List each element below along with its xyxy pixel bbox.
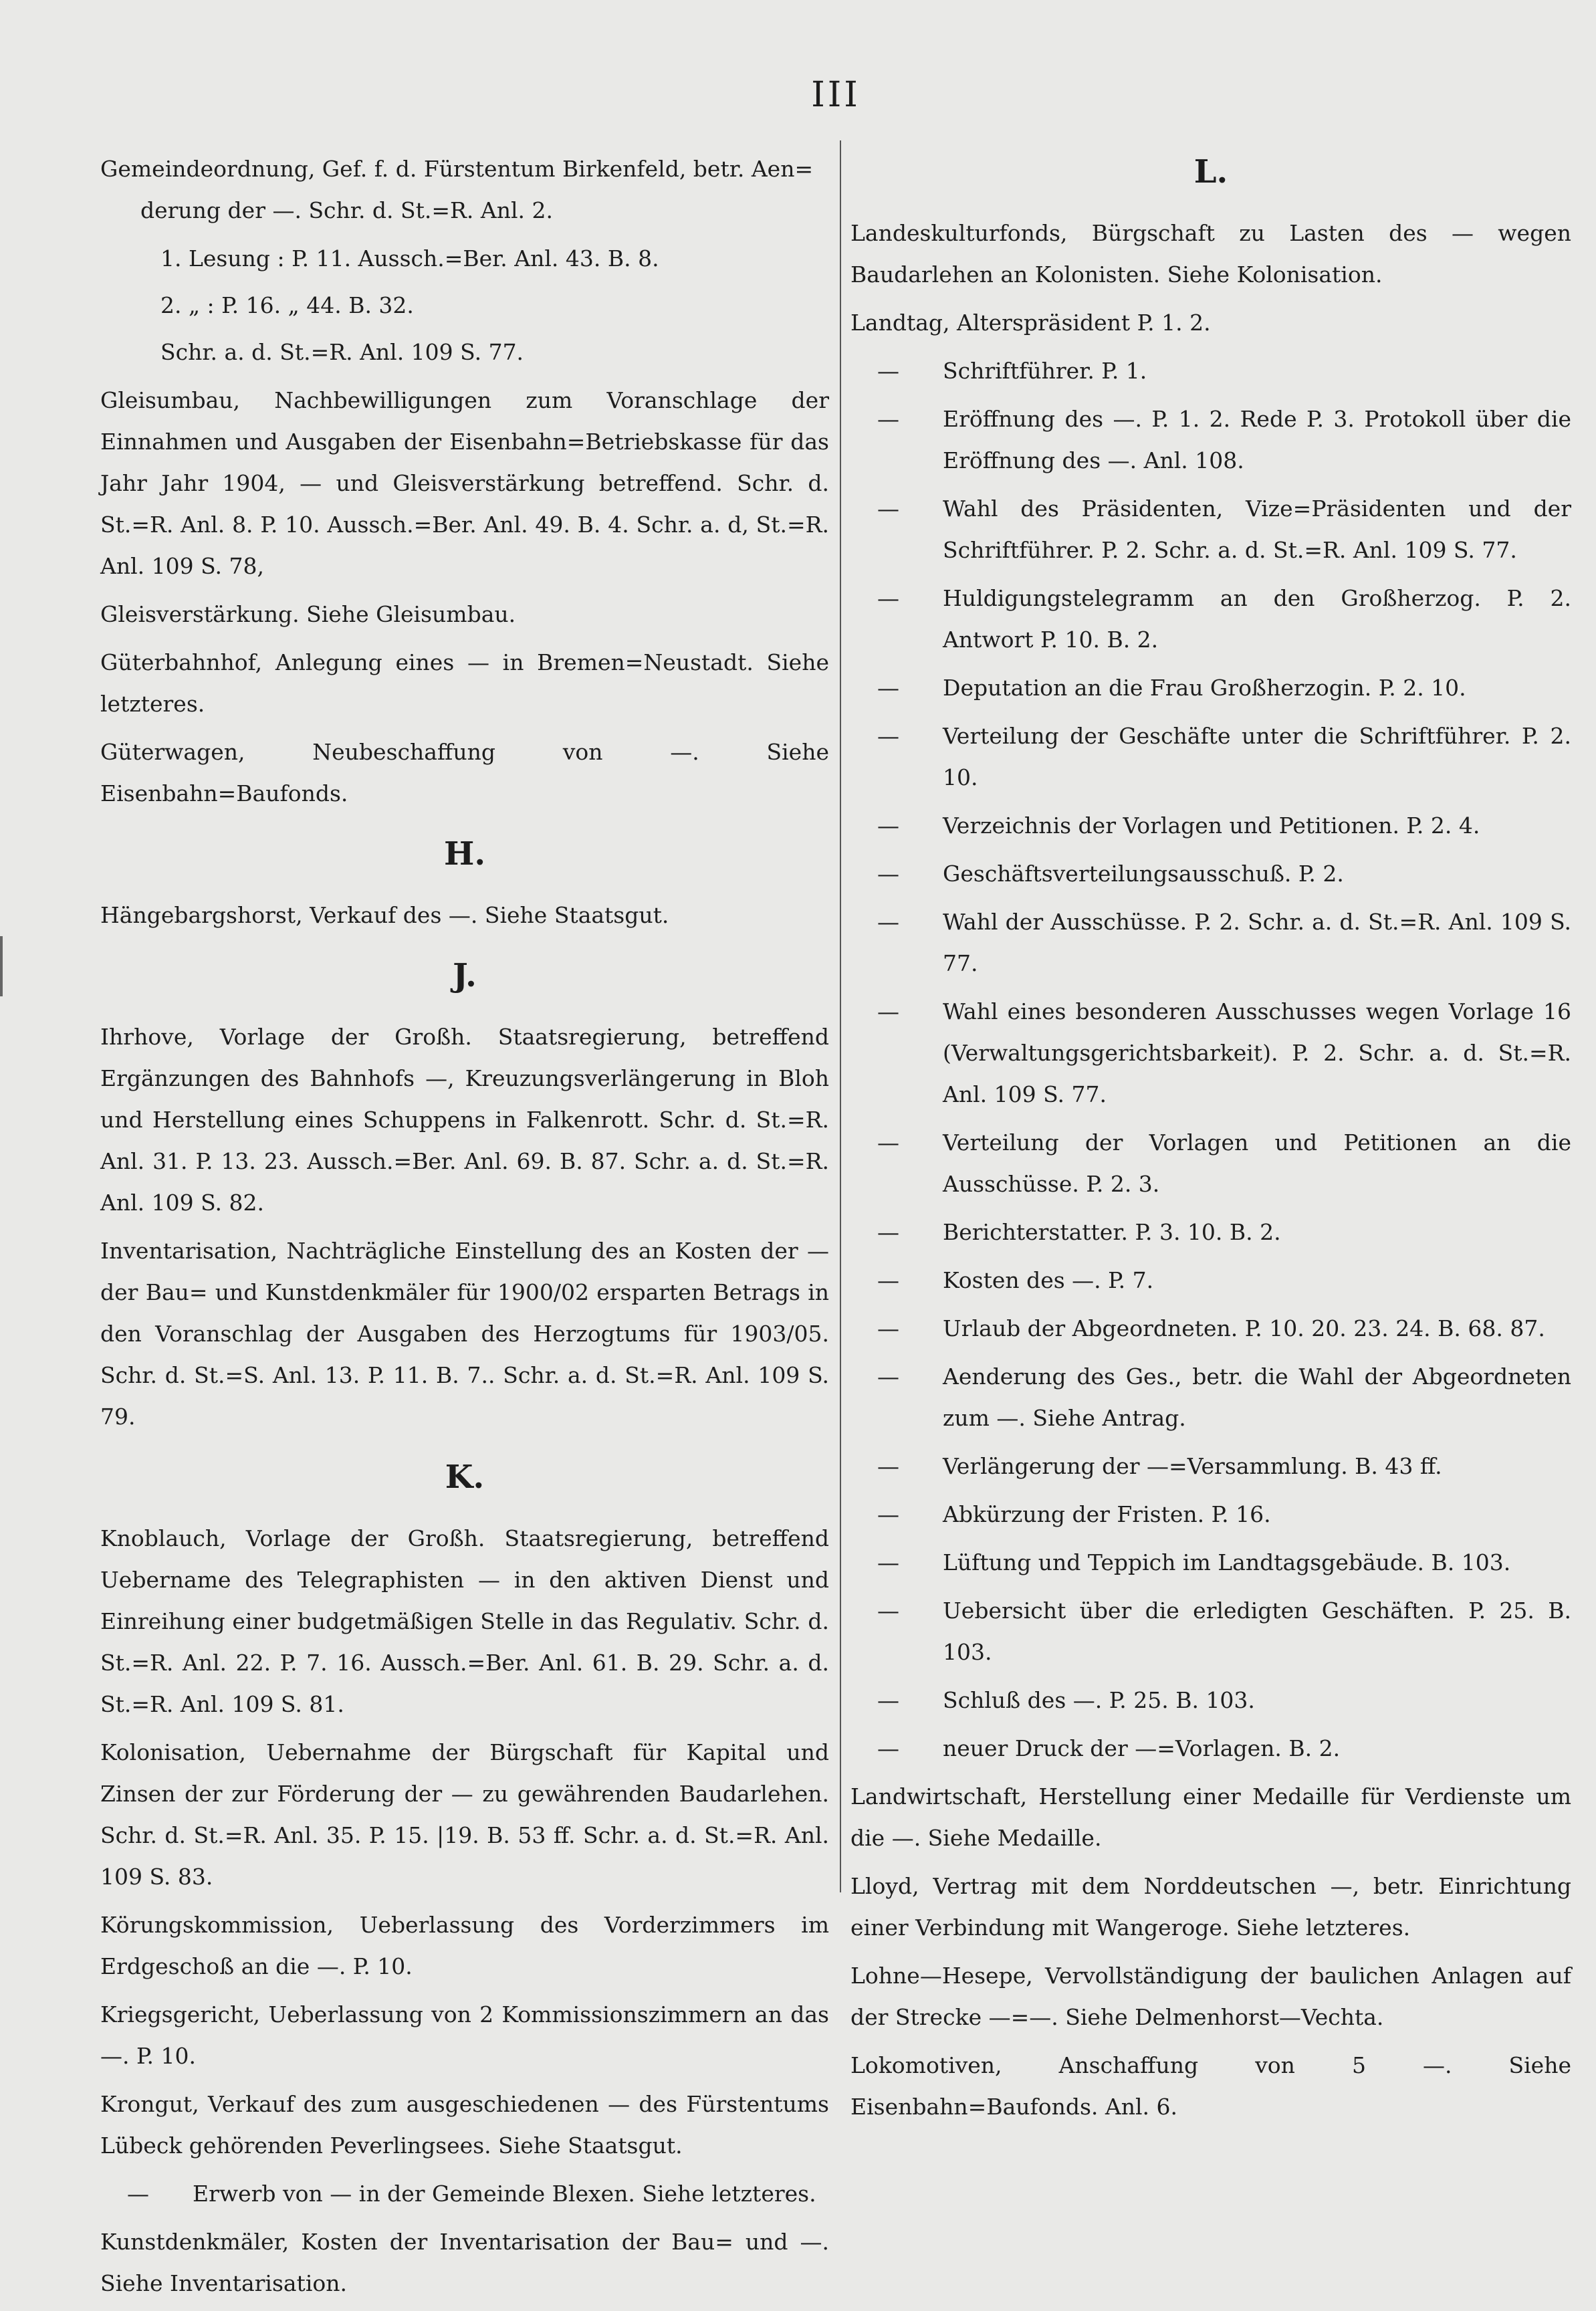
- index-entry-haengebargshorst: Hängebargshorst, Verkauf des —. Siehe Staatsgut.: [100, 902, 669, 928]
- scan-edge-mark: [0, 936, 3, 996]
- left-column: [100, 148, 829, 2311]
- subentry-text: Lüftung und Teppich im Landtagsgebäude. B. 103.: [943, 1549, 1511, 1575]
- landtag-subentry: [850, 1680, 1571, 1721]
- index-entry-landeskulturfonds: Landeskulturfonds, Bürgschaft zu Lasten des — wegen Baudarlehen an Kolonisten. Siehe Kolonisation.: [850, 220, 1571, 288]
- dash-mark: —: [877, 1549, 899, 1575]
- subentry-text: Uebersicht über die erledigten Geschäften. P. 25. B. 103.: [943, 1598, 1571, 1665]
- subentry-text: Huldigungstelegramm an den Großherzog. P. 2. Antwort P. 10. B. 2.: [943, 585, 1571, 653]
- index-entry-kolonisation: Kolonisation, Uebernahme der Bürgschaft für Kapital und Zinsen der zur Förderung der — zu gewährenden Baudarlehen. Schr. d. St.=R. Anl. 35. P. 15. |19. B. 53 ff. Schr. a. d. St.=R. Anl. 109 S. 83.: [100, 1739, 829, 1890]
- landtag-subentry: [850, 716, 1571, 798]
- index-entry-gueterbahnhof: Güterbahnhof, Anlegung eines — in Bremen=Neustadt. Siehe letzteres.: [100, 649, 829, 717]
- index-entry-gemeindeordnung: [100, 148, 829, 231]
- index-entry-lohne-hesepe: Lohne—Hesepe, Vervollständigung der baulichen Anlagen auf der Strecke —=—. Siehe Delmenhorst—Vechta.: [850, 1963, 1571, 2030]
- landtag-subentry: [850, 1308, 1571, 1349]
- landtag-subentry: [850, 1212, 1571, 1253]
- subentry-text: Kosten des —. P. 7.: [943, 1267, 1154, 1293]
- dash-mark: —: [127, 2181, 149, 2207]
- index-entry-koerungskommission: Körungskommission, Ueberlassung des Vorderzimmers im Erdgeschoß an die —. P. 10.: [100, 1912, 829, 1979]
- index-entry-gueterwagen: Güterwagen, Neubeschaffung von —. Siehe Eisenbahn=Baufonds.: [100, 739, 829, 806]
- dash-mark: —: [877, 496, 899, 522]
- index-entry-landtag: Landtag, Alterspräsident P. 1. 2.: [850, 310, 1211, 336]
- section-letter-l: L.: [1193, 153, 1228, 191]
- landtag-subentry: [850, 1494, 1571, 1535]
- dash-mark: —: [877, 1598, 899, 1624]
- subentry-text: Abkürzung der Fristen. P. 16.: [943, 1501, 1271, 1527]
- landtag-subentry: [850, 488, 1571, 571]
- right-column: [850, 148, 1571, 2134]
- dash-mark: —: [877, 998, 899, 1024]
- subentry-text: Schluß des —. P. 25. B. 103.: [943, 1687, 1255, 1713]
- index-entry-gleisverstaerkung: Gleisverstärkung. Siehe Gleisumbau.: [100, 601, 516, 627]
- dash-mark: —: [877, 585, 899, 611]
- index-entry-kriegsgericht: Kriegsgericht, Ueberlassung von 2 Kommissionszimmern an das —. P. 10.: [100, 2001, 829, 2069]
- dash-mark: —: [877, 675, 899, 701]
- dash-mark: —: [877, 1501, 899, 1527]
- subentry-text: Wahl des Präsidenten, Vize=Präsidenten und der Schriftführer. P. 2. Schr. a. d. St.=R. Anl. 109 S. 77.: [943, 496, 1571, 563]
- landtag-subentry: [850, 350, 1571, 392]
- dash-mark: —: [877, 1315, 899, 1341]
- landtag-subentry: [850, 1260, 1571, 1301]
- subentry-text: Urlaub der Abgeordneten. P. 10. 20. 23. 24. B. 68. 87.: [943, 1315, 1545, 1341]
- index-entry-lloyd: Lloyd, Vertrag mit dem Norddeutschen —, betr. Einrichtung einer Verbindung mit Wangeroge. Siehe letzteres.: [850, 1873, 1571, 1941]
- landtag-subentry: [850, 901, 1571, 984]
- landtag-subentry: [850, 578, 1571, 661]
- section-letter-h: H.: [443, 835, 486, 873]
- dash-mark: —: [877, 1735, 899, 1761]
- landtag-subentry: [850, 667, 1571, 709]
- entry-line: Gemeindeordnung, Gef. f. d. Fürstentum Birkenfeld, betr. Aen=: [100, 156, 814, 182]
- index-entry-kunstdenkmaeler: Kunstdenkmäler, Kosten der Inventarisation der Bau= und —. Siehe Inventarisation.: [100, 2229, 829, 2296]
- subentry-text: Verlängerung der —=Versammlung. B. 43 ff.: [943, 1453, 1442, 1479]
- dash-mark: —: [877, 723, 899, 749]
- index-subentry-krongut-erwerb: [100, 2173, 829, 2215]
- landtag-subentry: [850, 1446, 1571, 1487]
- index-entry-landwirtschaft: Landwirtschaft, Herstellung einer Medaille für Verdienste um die —. Siehe Medaille.: [850, 1783, 1571, 1851]
- index-entry-gleisumbau: Gleisumbau, Nachbewilligungen zum Voranschlage der Einnahmen und Ausgaben der Eisenbahn=Betriebskasse für das Jahr Jahr 1904, — und Gleisverstärkung betreffend. Schr. d. St.=R. Anl. 8. P. 10. Aussch.=Ber. Anl. 49. B. 4. Schr. a. d, St.=R. Anl. 109 S. 78,: [100, 387, 829, 579]
- subentry-text: Verzeichnis der Vorlagen und Petitionen. P. 2. 4.: [943, 812, 1480, 839]
- subentry-text: Eröffnung des —. P. 1. 2. Rede P. 3. Protokoll über die Eröffnung des —. Anl. 108.: [943, 406, 1571, 473]
- index-entry-ihrhove: Ihrhove, Vorlage der Großh. Staatsregierung, betreffend Ergänzungen des Bahnhofs —, Kreuzungsverlängerung in Bloh und Herstellung eines Schuppens in Falkenrott. Schr. d. St.=R. Anl. 31. P. 13. 23. Aussch.=Ber. Anl. 69. B. 87. Schr. a. d. St.=R. Anl. 109 S. 82.: [100, 1024, 829, 1216]
- subentry-text: Wahl der Ausschüsse. P. 2. Schr. a. d. St.=R. Anl. 109 S. 77.: [943, 909, 1571, 976]
- index-entry-inventarisation: Inventarisation, Nachträgliche Einstellung des an Kosten der — der Bau= und Kunstdenkmäler für 1900/02 ersparten Betrags in den Voranschlag der Ausgaben des Herzogtums für 1903/05. Schr. d. St.=S. Anl. 13. P. 11. B. 7.. Schr. a. d. St.=R. Anl. 109 S. 79.: [100, 1238, 829, 1430]
- sub-entry-second-reading: 2. „ : P. 16. „ 44. B. 32.: [160, 292, 414, 318]
- landtag-subentry: [850, 991, 1571, 1115]
- subentry-text: Berichterstatter. P. 3. 10. B. 2.: [943, 1219, 1281, 1245]
- dash-mark: —: [877, 1453, 899, 1479]
- landtag-subentry-list: [850, 350, 1571, 1769]
- dash-mark: —: [877, 909, 899, 935]
- landtag-subentry: [850, 1122, 1571, 1205]
- subentry-text: Wahl eines besonderen Ausschusses wegen Vorlage 16 (Verwaltungsgerichtsbarkeit). P. 2. Schr. a. d. St.=R. Anl. 109 S. 77.: [943, 998, 1571, 1107]
- landtag-subentry: [850, 1728, 1571, 1769]
- landtag-subentry: [850, 1356, 1571, 1439]
- index-entry-knoblauch: Knoblauch, Vorlage der Großh. Staatsregierung, betreffend Uebername des Telegraphisten — in den aktiven Dienst und Einreihung einer budgetmäßigen Stelle in das Regulativ. Schr. d. St.=R. Anl. 22. P. 7. 16. Aussch.=Ber. Anl. 61. B. 29. Schr. a. d. St.=R. Anl. 109 S. 81.: [100, 1525, 829, 1717]
- subentry-text: Erwerb von — in der Gemeinde Blexen. Siehe letzteres.: [193, 2181, 816, 2207]
- index-entry-lokomotiven: Lokomotiven, Anschaffung von 5 —. Siehe Eisenbahn=Baufonds. Anl. 6.: [850, 2052, 1571, 2120]
- section-letter-i: J.: [453, 957, 477, 994]
- subentry-text: Verteilung der Geschäfte unter die Schriftführer. P. 2. 10.: [943, 723, 1571, 790]
- sub-entry-schr: Schr. a. d. St.=R. Anl. 109 S. 77.: [160, 339, 524, 365]
- dash-mark: —: [877, 812, 899, 839]
- column-divider: [840, 140, 841, 1892]
- dash-mark: —: [877, 1129, 899, 1156]
- landtag-subentry: [850, 805, 1571, 847]
- landtag-subentry: [850, 399, 1571, 481]
- sub-entry-first-reading: 1. Lesung : P. 11. Aussch.=Ber. Anl. 43. B. 8.: [160, 245, 659, 271]
- dash-mark: —: [877, 1267, 899, 1293]
- dash-mark: —: [877, 1687, 899, 1713]
- entry-continuation: derung der —. Schr. d. St.=R. Anl. 2.: [140, 197, 553, 223]
- section-letter-k: K.: [445, 1458, 485, 1496]
- subentry-text: Geschäftsverteilungsausschuß. P. 2.: [943, 861, 1344, 887]
- subentry-text: Verteilung der Vorlagen und Petitionen an die Ausschüsse. P. 2. 3.: [943, 1129, 1571, 1197]
- subentry-text: Schriftführer. P. 1.: [943, 358, 1147, 384]
- index-entry-krongut: Krongut, Verkauf des zum ausgeschiedenen — des Fürstentums Lübeck gehörenden Peverlingsees. Siehe Staatsgut.: [100, 2091, 829, 2159]
- subentry-text: neuer Druck der —=Vorlagen. B. 2.: [943, 1735, 1341, 1761]
- dash-mark: —: [877, 406, 899, 432]
- dash-mark: —: [877, 861, 899, 887]
- landtag-subentry: [850, 1542, 1571, 1583]
- landtag-subentry: [850, 853, 1571, 895]
- landtag-subentry: [850, 1590, 1571, 1673]
- dash-mark: —: [877, 1219, 899, 1245]
- page-number: III: [811, 75, 861, 115]
- subentry-text: Aenderung des Ges., betr. die Wahl der Abgeordneten zum —. Siehe Antrag.: [943, 1363, 1571, 1431]
- dash-mark: —: [877, 358, 899, 384]
- dash-mark: —: [877, 1363, 899, 1390]
- subentry-text: Deputation an die Frau Großherzogin. P. 2. 10.: [943, 675, 1466, 701]
